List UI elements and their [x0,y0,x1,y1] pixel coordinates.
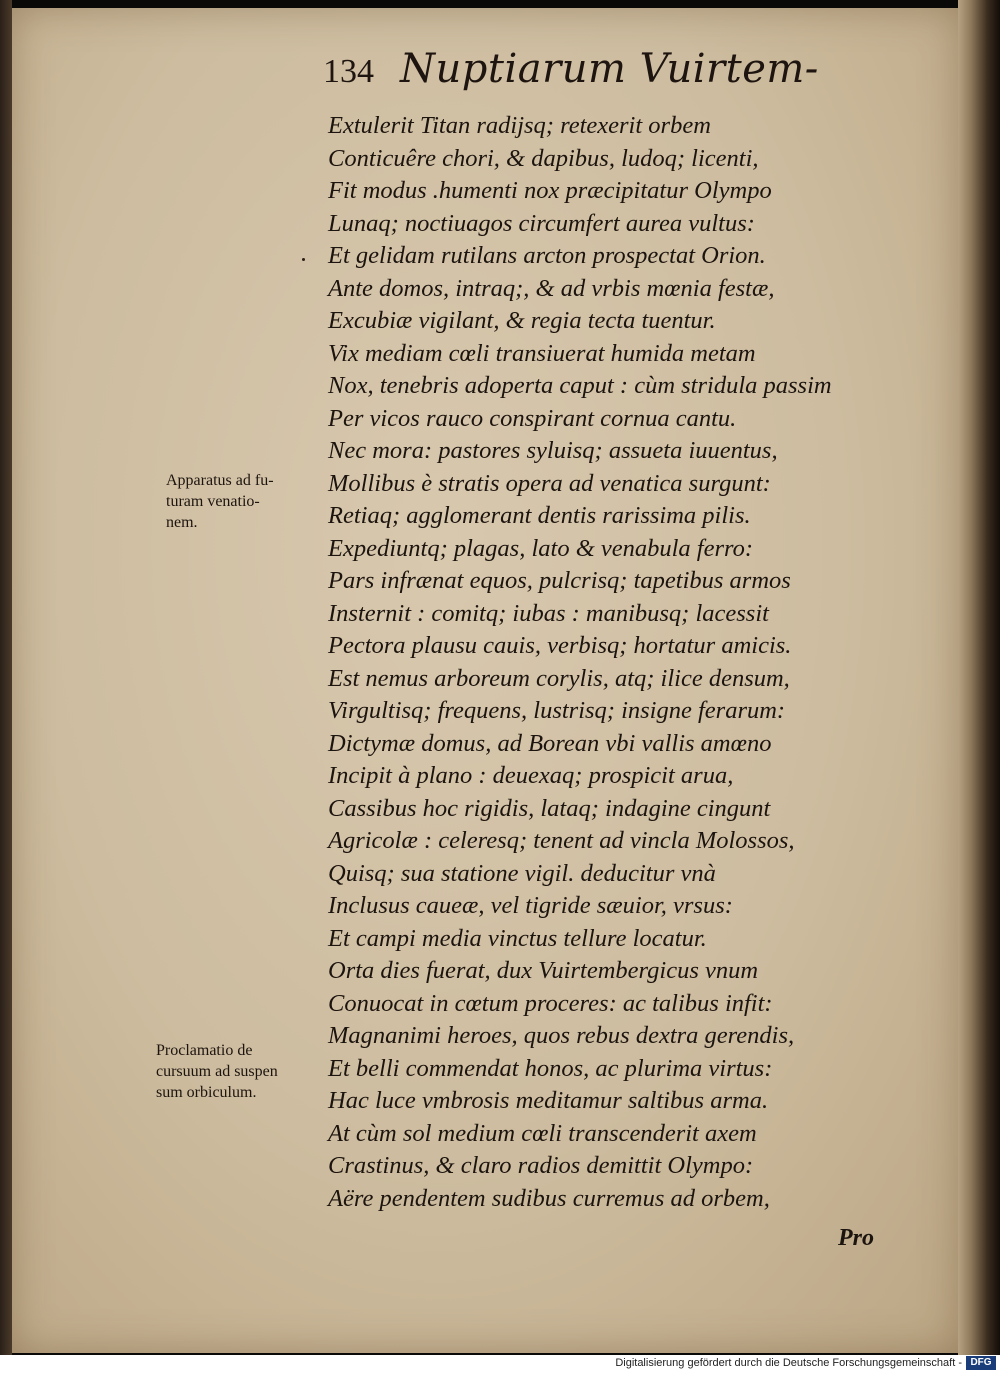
verse-line: Et gelidam rutilans arcton prospectat Orion. [328,242,766,269]
verse-line: Dictymæ domus, ad Borean vbi vallis amœno [328,729,772,757]
verse-line: Nec mora: pastores syluisq; assueta iuuentus, [328,437,778,464]
verse-text [328,110,928,1215]
marginal-note-line: Proclamatio de [156,1042,253,1059]
verse-line: Fit modus .humenti nox præcipitatur Olympo [328,177,772,204]
book-spine [0,0,12,1355]
verse-line: Cassibus hoc rigidis, lataq; indagine cingunt [328,794,771,822]
verse-line: Nox, tenebris adoperta caput : cùm stridula passim [328,372,832,399]
verse-line: Pectora plausu cauis, verbisq; hortatur amicis. [328,632,792,659]
verse-line: Aëre pendentem sudibus curremus ad orbem, [328,1184,770,1212]
verse-line: Crastinus, & claro radios demittit Olympo: [328,1152,754,1179]
marginal-note-line: sum orbiculum. [156,1084,257,1101]
page-edge [958,0,1000,1355]
verse-line: Conticuêre chori, & dapibus, ludoq; licenti, [328,144,759,172]
verse-line: Et belli commendat honos, ac plurima virtus: [328,1054,773,1082]
verse-line: At cùm sol medium cœli transcenderit axem [328,1119,757,1147]
marginal-note-proclamatio [156,1040,278,1103]
verse-line: Extulerit Titan radijsq; retexerit orbem [328,112,711,139]
page-header [323,46,819,96]
footer-credit[interactable]: Digitalisierung gefördert durch die Deutsche Forschungsgemeinschaft - [615,1357,962,1369]
dfg-logo[interactable]: DFG [966,1356,996,1370]
verse-line: Agricolæ : celeresq; tenent ad vincla Molossos, [328,827,795,854]
verse-line: Et campi media vinctus tellure locatur. [328,924,707,952]
verse-line: Mollibus è stratis opera ad venatica surgunt: [328,469,771,497]
verse-line: Orta dies fuerat, dux Vuirtembergicus vnum [328,957,759,984]
verse-line: Per vicos rauco conspirant cornua cantu. [328,404,737,432]
verse-line: Ante domos, intraq;, & ad vrbis mœnia festæ, [328,274,775,302]
verse-line: Pars infrænat equos, pulcrisq; tapetibus armos [328,567,791,594]
verse-line: Inclusus caueæ, vel tigride sæuior, vrsus: [328,892,733,919]
verse-line: Quisq; sua statione vigil. deducitur vnà [328,859,716,887]
verse-line: Insternit : comitq; iubas : manibusq; lacessit [328,599,769,627]
verse-line: Virgultisq; frequens, lustrisq; insigne ferarum: [328,697,786,724]
catchword: Pro [838,1225,874,1251]
verse-line: Magnanimi heroes, quos rebus dextra gerendis, [328,1022,795,1049]
verse-line: Vix mediam cœli transiuerat humida metam [328,339,756,367]
page-number: 134 [323,53,374,90]
running-title: Nuptiarum Vuirtem- [400,46,819,92]
verse-line: Excubiæ vigilant, & regia tecta tuentur. [328,307,716,334]
verse-line: Retiaq; agglomerant dentis rarissima pilis. [328,502,751,529]
marginal-note-line: Apparatus ad fu- [166,472,274,489]
marginal-note-line: nem. [166,514,198,531]
verse-line: Est nemus arboreum corylis, atq; ilice densum, [328,664,790,692]
marginal-note-line: turam venatio- [166,493,260,510]
verse-line: Hac luce vmbrosis meditamur saltibus arma. [328,1087,769,1114]
verse-line: Conuocat in cœtum proceres: ac talibus infit: [328,989,773,1017]
verse-line: Lunaq; noctiuagos circumfert aurea vultus: [328,209,755,237]
marginal-note-apparatus [166,470,274,533]
verse-line: Incipit à plano : deuexaq; prospicit arua, [328,762,734,789]
marginal-note-line: cursuum ad suspen [156,1063,278,1080]
verse-line: Expediuntq; plagas, lato & venabula ferro: [328,534,754,562]
ink-speck [302,258,305,261]
